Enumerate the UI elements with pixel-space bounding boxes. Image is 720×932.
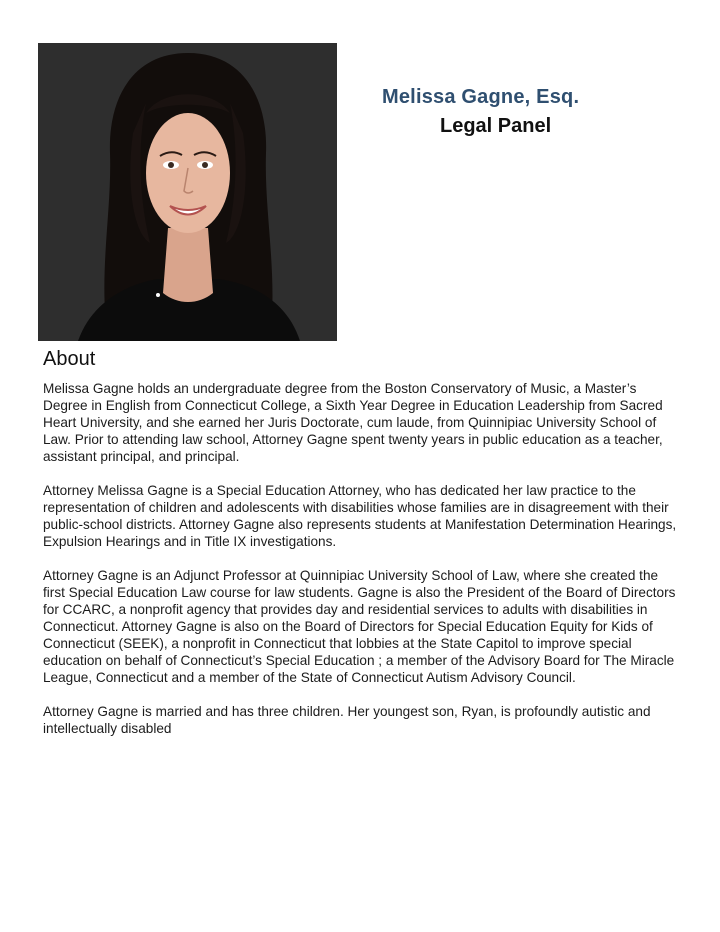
- bio-paragraph: Attorney Gagne is an Adjunct Professor at Quinnipiac University School of Law, where she created the first Special Education Law course for law students. Gagne is also the President of the Board of Directors for CCARC, a nonprofit agency that provides day and residential services to adults with disabilities in Connecticut. Attorney Gagne is also on the Board of Directors for Special Education Equity for Kids of Connecticut (SEEK), a nonprofit in Connecticut that lobbies at the State Capitol to improve special education on behalf of Connecticut’s Special Education ; a member of the Advisory Board for The Miracle League, Connecticut and a member of the State of Connecticut Autism Advisory Council.: [43, 568, 676, 685]
- bio-paragraph: Attorney Gagne is married and has three children. Her youngest son, Ryan, is profoundly autistic and intellectually disabled: [43, 704, 651, 736]
- portrait-photo: [38, 43, 337, 341]
- about-heading: About: [43, 348, 96, 370]
- bio-paragraph: Attorney Melissa Gagne is a Special Education Attorney, who has dedicated her law practice to the representation of children and adolescents with disabilities whose families are in disagreement with their public-school districts. Attorney Gagne also represents students at Manifestation Determination Hearings, Expulsion Hearings and in Title IX investigations.: [43, 483, 677, 549]
- profile-role: Legal Panel: [440, 115, 552, 137]
- about-bio: [43, 380, 679, 754]
- bio-paragraph: Melissa Gagne holds an undergraduate degree from the Boston Conservatory of Music, a Master’s Degree in English from Connecticut College, a Sixth Year Degree in Education Leadership from Sacred Heart University, and she earned her Juris Doctorate, cum laude, from Quinnipiac University School of Law. Prior to attending law school, Attorney Gagne spent twenty years in public education as a teacher, assistant principal, and principal.: [43, 381, 663, 464]
- profile-name: Melissa Gagne, Esq.: [382, 86, 580, 108]
